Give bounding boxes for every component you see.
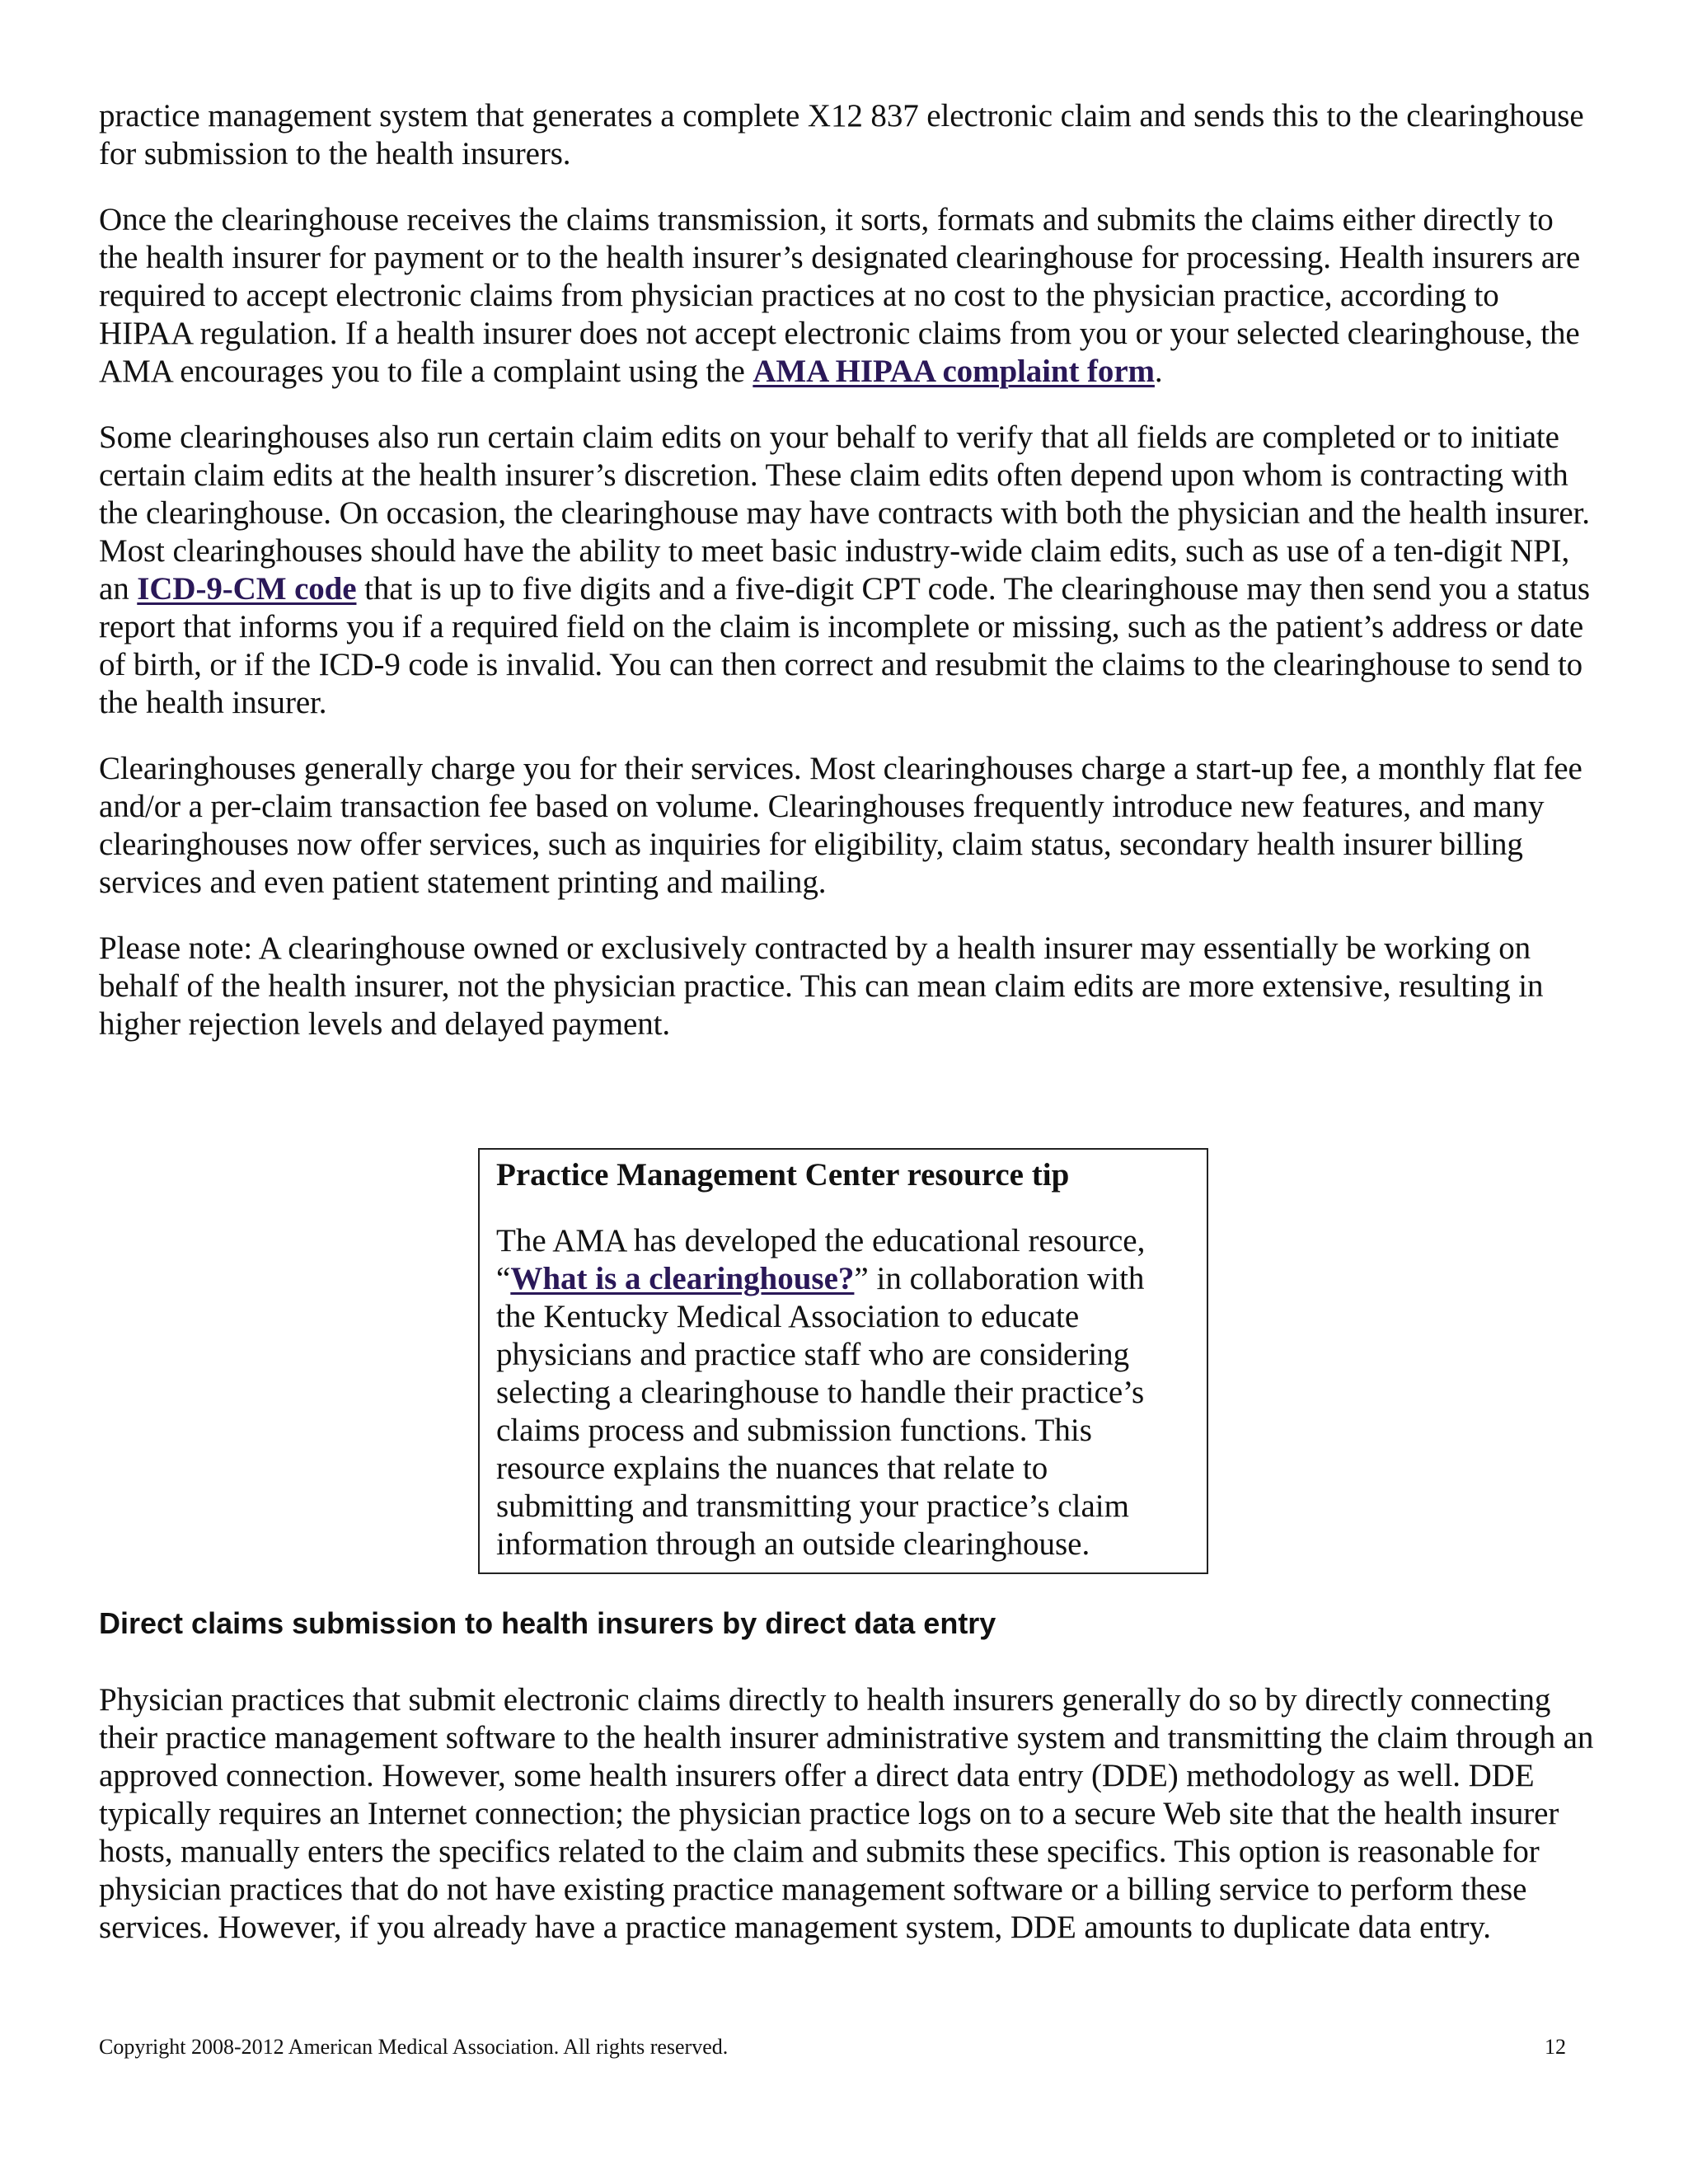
paragraph-text: Please note: A clearinghouse owned or exclusively contracted by a health insurer may essentially be working on behalf of the health insurer, not the physician practice. This can mean claim edits are more extensive, resulting in higher rejection levels and delayed payment. [99,930,1544,1042]
tip-text-part: The AMA has developed the educational resource, “ [496,1223,1146,1296]
paragraph-clearinghouse-processing [99,201,1599,391]
ama-hipaa-complaint-form-link[interactable]: AMA HIPAA complaint form [753,354,1155,389]
paragraph-text: Clearinghouses generally charge you for their services. Most clearinghouses charge a start-up fee, a monthly flat fee and/or a per-claim transaction fee based on volume. Clearinghouses frequently introduce new features, and many clearinghouses now offer services, such as inquiries for eligibility, claim status, secondary health insurer billing services and even patient statement printing and mailing. [99,751,1582,900]
resource-tip-box [478,1148,1208,1574]
tip-box-text [496,1222,1190,1563]
paragraph-text: Physician practices that submit electronic claims directly to health insurers generally do so by directly connecting their practice management software to the health insurer administrative system and transmitting the claim through an approved connection. However, some health insurers offer a direct data entry (DDE) methodology as well. DDE typically requires an Internet connection; the physician practice logs on to a secure Web site that the health insurer hosts, manually enters the specifics related to the claim and submits these specifics. This option is reasonable for physician practices that do not have existing practice management software or a billing service to perform these services. However, if you already have a practice management system, DDE amounts to duplicate data entry. [99,1682,1594,1945]
icd-9-cm-code-link[interactable]: ICD-9-CM code [137,571,357,607]
paragraph-text: Some clearinghouses also run certain claim edits on your behalf to verify that all fields are completed or to initiate certain claim edits at the health insurer’s discretion. These claim edits often depend upon whom is contracting with the clearinghouse. On occasion, the clearinghouse may have contracts with both the physician and the health insurer. Most clearinghouses should have the ability to meet basic industry-wide claim edits, such as use of a ten-digit NPI, an [99,419,1590,607]
copyright-notice: Copyright 2008-2012 American Medical Association. All rights reserved. [99,2035,729,2059]
paragraph-text: Once the clearinghouse receives the claims transmission, it sorts, formats and submits the claims either directly to the health insurer for payment or to the health insurer’s designated clearinghouse for processing. Health insurers are required to accept electronic claims from physician practices at no cost to the physician practice, according to HIPAA regulation. If a health insurer does not accept electronic claims from you or your selected clearinghouse, the AMA encourages you to file a complaint using the [99,202,1581,389]
what-is-a-clearinghouse-link[interactable]: What is a clearinghouse? [510,1261,855,1296]
document-body [99,97,1599,1071]
paragraph-fees [99,750,1599,902]
paragraph-text: practice management system that generates a complete X12 837 electronic claim and sends this to the clearinghouse for submission to the health insurers. [99,98,1584,171]
page-footer [99,2034,1566,2060]
paragraph-dde [99,1681,1599,1947]
paragraph-text: . [1154,354,1163,389]
section-heading: Direct claims submission to health insurers by direct data entry [99,1606,996,1640]
page-number: 12 [1545,2035,1566,2059]
tip-text-part: ” in collaboration with the Kentucky Medical Association to educate physicians and practice staff who are considering selecting a clearinghouse to handle their practice’s claims process and submission functions. This resource explains the nuances that relate to submitting and transmitting your practice’s claim information through an outside clearinghouse. [496,1261,1145,1562]
paragraph-claim-edits [99,419,1599,722]
paragraph-continuation [99,97,1599,173]
section-body [99,1681,1599,1975]
paragraph-text: that is up to five digits and a five-digit CPT code. The clearinghouse may then send you a status report that informs you if a required field on the claim is incomplete or missing, such as the patient’s address or date of birth, or if the ICD-9 code is invalid. You can then correct and resubmit the claims to the clearinghouse to send to the health insurer. [99,571,1590,720]
paragraph-please-note [99,930,1599,1043]
tip-box-title: Practice Management Center resource tip [496,1157,1070,1193]
